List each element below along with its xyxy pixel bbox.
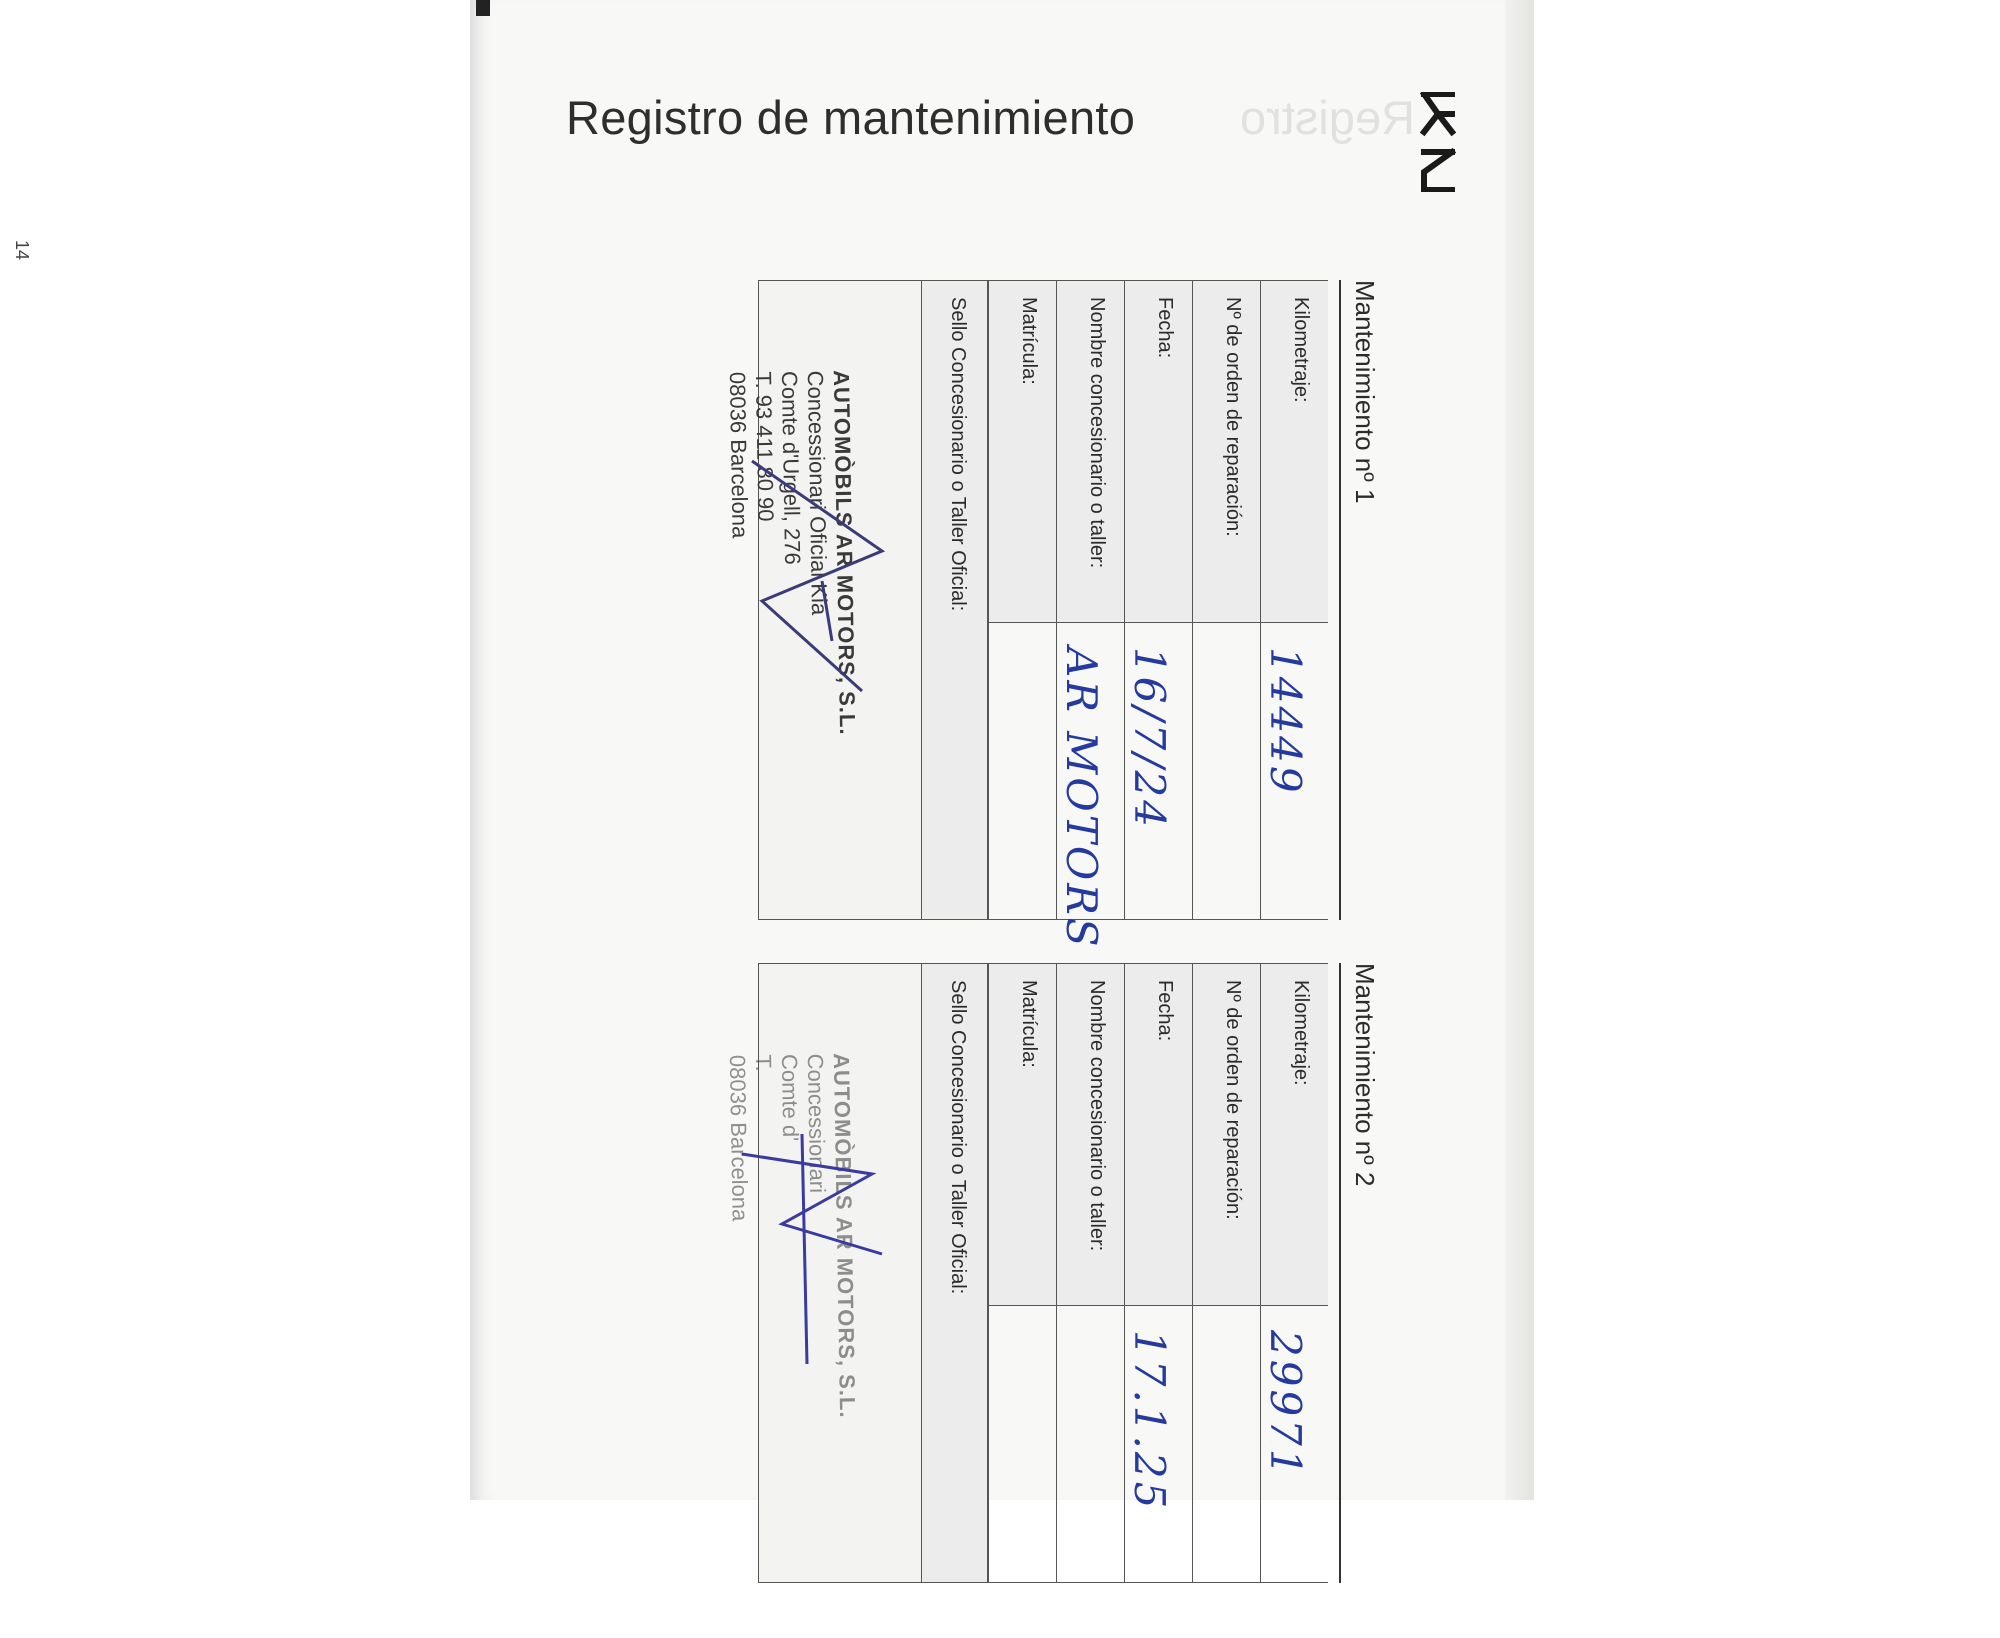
field-row — [1124, 963, 1192, 1583]
field-label: Fecha: — [1125, 281, 1192, 623]
field-label: Nº de orden de reparación: — [1193, 964, 1260, 1306]
stamp-area — [724, 280, 988, 920]
field-row — [1056, 963, 1124, 1583]
bleed-through-text: Registro — [1240, 91, 1416, 144]
field-row — [1192, 280, 1260, 920]
stamp-line: AUTOMÒBILS AR MOTORS, S.L. — [828, 369, 861, 736]
field-label: Nº de orden de reparación: — [1193, 281, 1260, 623]
field-row — [1260, 963, 1328, 1583]
field-value[interactable] — [989, 1306, 1056, 1582]
stamp-line: 08036 Barcelona — [724, 1054, 753, 1222]
field-value[interactable] — [1057, 1306, 1124, 1582]
field-value[interactable]: 14449 — [1261, 647, 1310, 796]
stamp-line: Comte d' — [776, 1053, 804, 1142]
stamp-line: T. 93 411 80 90 — [750, 371, 779, 522]
field-label: Fecha: — [1125, 964, 1192, 1306]
page-number: 14 — [12, 240, 32, 261]
stamp-line: 08036 Barcelona — [724, 371, 753, 539]
maintenance-form — [0, 218, 1380, 1638]
page-edge — [1505, 0, 1534, 1500]
field-row — [1260, 280, 1328, 920]
stamp-line: Concessionari — [802, 1053, 831, 1194]
field-value[interactable]: AR MOTORS — [1057, 647, 1106, 950]
field-row — [1056, 280, 1124, 950]
stamp-line: Concessionari Oficial Kia — [802, 370, 833, 616]
page-title: Registro de mantenimiento — [566, 91, 1136, 144]
field-value[interactable]: 17.1.25 — [1125, 1330, 1174, 1512]
stamp-line: Comte d'Urgell, 276 — [776, 370, 806, 565]
field-row — [988, 963, 1056, 1583]
field-label: Kilometraje: — [1261, 964, 1328, 1306]
field-row — [988, 280, 1056, 920]
field-label: Matrícula: — [989, 964, 1056, 1306]
field-label: Kilometraje: — [1261, 281, 1328, 623]
maintenance-record-1 — [12, 240, 1380, 950]
field-value[interactable]: 16/7/24 — [1125, 647, 1174, 830]
stamp-line: AUTOMÒBILS AR MOTORS, S.L. — [828, 1052, 861, 1419]
stamp-label: Sello Concesionario o Taller Oficial: — [921, 964, 987, 1582]
maintenance-record-2 — [52, 963, 1380, 1583]
field-value[interactable] — [1193, 623, 1260, 919]
stamp-label: Sello Concesionario o Taller Oficial: — [921, 281, 987, 919]
field-value[interactable]: 29971 — [1261, 1330, 1310, 1479]
field-value[interactable] — [1193, 1306, 1260, 1582]
record-heading: Mantenimiento nº 1 — [1339, 280, 1380, 920]
kia-logo-icon — [1420, 92, 1456, 192]
signature-icon — [712, 431, 902, 731]
field-row — [1124, 280, 1192, 920]
stamp-area — [724, 963, 988, 1583]
field-label: Nombre concesionario o taller: — [1057, 281, 1124, 623]
corner-mark — [476, 0, 490, 16]
field-row — [1192, 963, 1260, 1583]
signature-icon — [712, 1114, 902, 1414]
record-heading: Mantenimiento nº 2 — [1339, 963, 1380, 1583]
field-value[interactable] — [989, 623, 1056, 919]
field-label: Nombre concesionario o taller: — [1057, 964, 1124, 1306]
field-label: Matrícula: — [989, 281, 1056, 623]
stamp-line: T. — [750, 1054, 777, 1072]
